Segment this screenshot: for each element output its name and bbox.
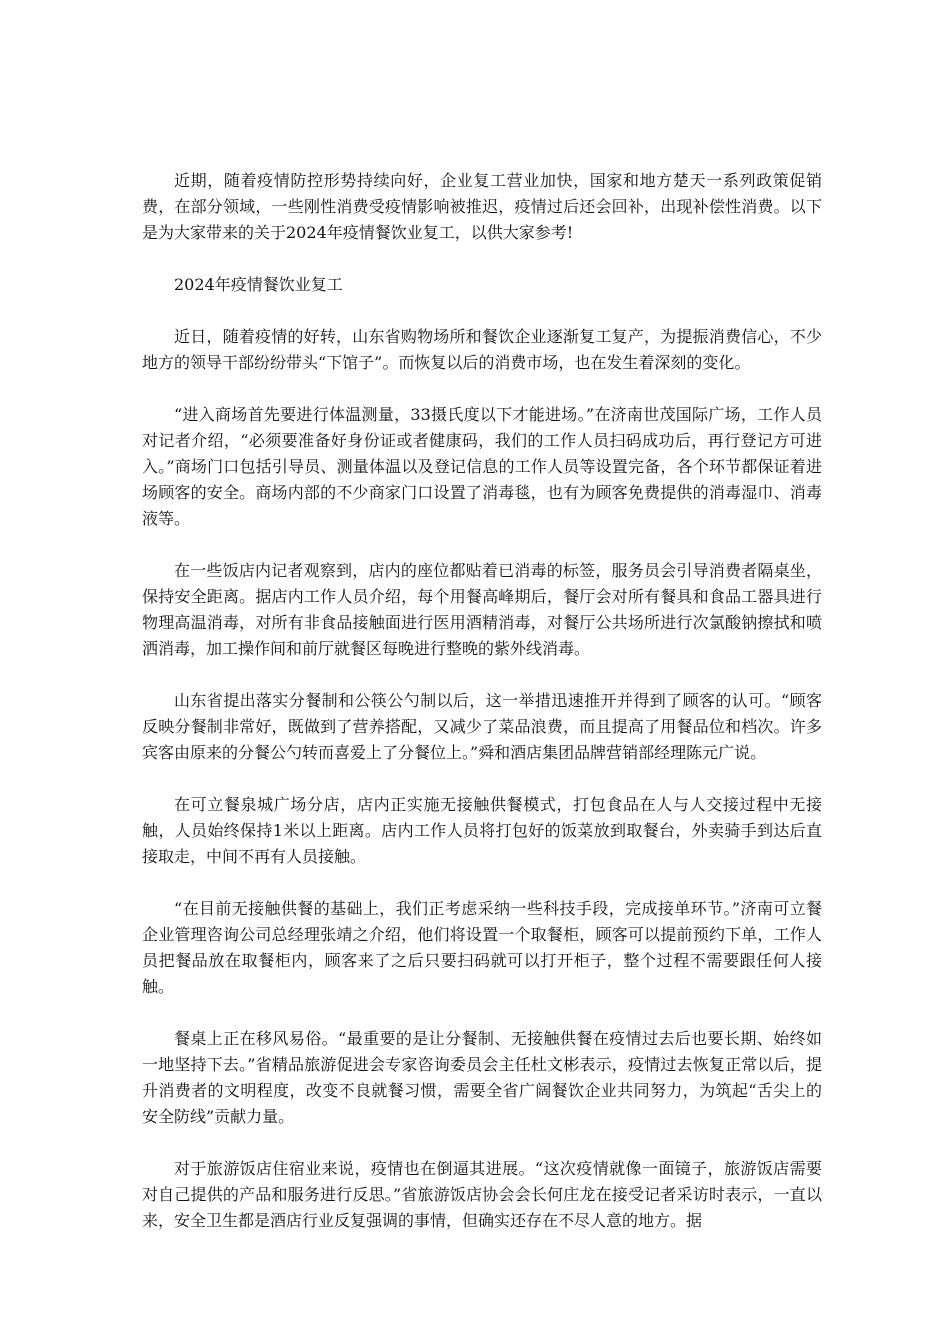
- intro-paragraph: 近期，随着疫情防控形势持续向好，企业复工营业加快，国家和地方楚天一系列政策促销费，在部分领域，一些刚性消费受疫情影响被推迟，疫情过后还会回补，出现补偿性消费。以下是为大家带来的关于2024年疫情餐饮业复工，以供大家参考!: [142, 171, 822, 242]
- body-paragraph: 在可立餐泉城广场分店，店内正实施无接触供餐模式，打包食品在人与人交接过程中无接触，人员始终保持1米以上距离。店内工作人员将打包好的饭菜放到取餐台，外卖骑手到达后直接取走，中间不再有人员接触。: [142, 795, 822, 866]
- body-paragraph: “进入商场首先要进行体温测量，33摄氏度以下才能进场。”在济南世茂国际广场，工作人员对记者介绍，“必须要准备好身份证或者健康码，我们的工作人员扫码成功后，再行登记方可进入。”商场门口包括引导员、测量体温以及登记信息的工作人员等设置完备，各个环节都保证着进场顾客的安全。商场内部的不少商家门口设置了消毒毯，也有为顾客免费提供的消毒湿巾、消毒液等。: [142, 405, 822, 528]
- body-paragraph: 山东省提出落实分餐制和公筷公勺制以后，这一举措迅速推开并得到了顾客的认可。“顾客反映分餐制非常好，既做到了营养搭配，又减少了菜品浪费，而且提高了用餐品位和档次。许多宾客由原来的分餐公勺转而喜爱上了分餐位上。”舜和酒店集团品牌营销部经理陈元广说。: [142, 691, 822, 762]
- body-paragraph: 餐桌上正在移风易俗。“最重要的是让分餐制、无接触供餐在疫情过去后也要长期、始终如一地坚持下去。”省精品旅游促进会专家咨询委员会主任杜文彬表示，疫情过去恢复正常以后，提升消费者的文明程度，改变不良就餐习惯，需要全省广阔餐饮企业共同努力，为筑起“舌尖上的安全防线”贡献力量。: [142, 1029, 822, 1126]
- body-paragraph: “在目前无接触供餐的基础上，我们正考虑采纳一些科技手段，完成接单环节。”济南可立餐企业管理咨询公司总经理张靖之介绍，他们将设置一个取餐柜，顾客可以提前预约下单，工作人员把餐品放在取餐柜内，顾客来了之后只要扫码就可以打开柜子，整个过程不需要跟任何人接触。: [142, 899, 822, 996]
- document-page: [142, 168, 822, 1260]
- body-paragraph: 对于旅游饭店住宿业来说，疫情也在倒逼其进展。“这次疫情就像一面镜子，旅游饭店需要对自己提供的产品和服务进行反思。”省旅游饭店协会会长何庄龙在接受记者采访时表示，一直以来，安全卫生都是酒店行业反复强调的事情，但确实还存在不尽人意的地方。据: [142, 1159, 822, 1230]
- article-title: 2024年疫情餐饮业复工: [174, 275, 343, 294]
- body-paragraph: 近日，随着疫情的好转，山东省购物场所和餐饮企业逐渐复工复产，为提振消费信心，不少地方的领导干部纷纷带头“下馆子”。而恢复以后的消费市场，也在发生着深刻的变化。: [142, 327, 822, 372]
- body-paragraph: 在一些饭店内记者观察到，店内的座位都贴着已消毒的标签，服务员会引导消费者隔桌坐，保持安全距离。据店内工作人员介绍，每个用餐高峰期后，餐厅会对所有餐具和食品工器具进行物理高温消毒，对所有非食品接触面进行医用酒精消毒，对餐厅公共场所进行次氯酸钠擦拭和喷洒消毒，加工操作间和前厅就餐区每晚进行整晚的紫外线消毒。: [142, 561, 822, 658]
